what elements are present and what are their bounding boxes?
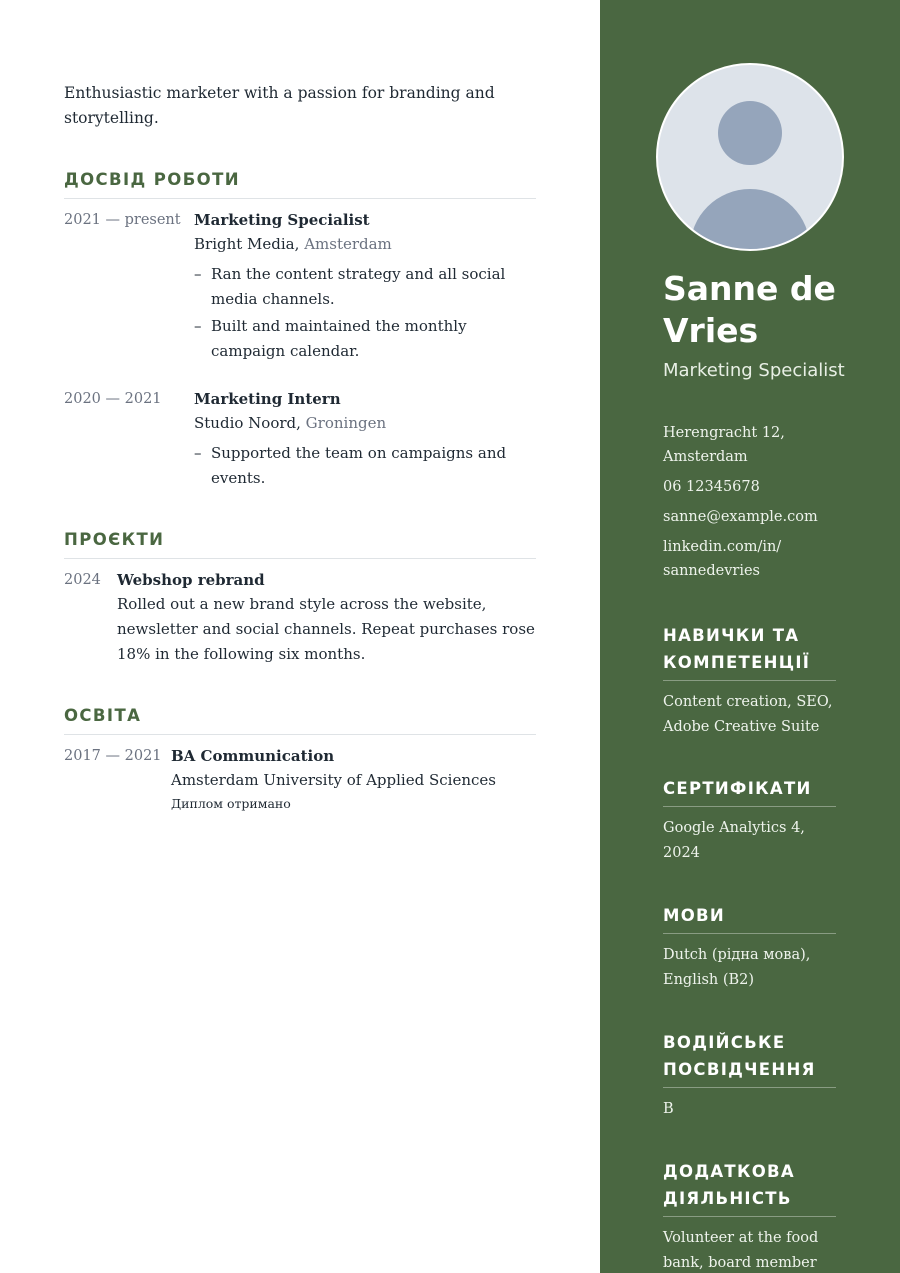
person-title: Marketing Specialist — [663, 360, 845, 381]
certificates-heading: СЕРТИФІКАТИ — [663, 775, 836, 807]
certificates-text: Google Analytics 4, 2024 — [663, 820, 805, 861]
contact-linkedin[interactable]: linkedin.com/in/ sannedevries — [663, 539, 782, 579]
contact-address: Herengracht 12, Amsterdam — [663, 425, 785, 465]
project-year: 2024 — [64, 572, 101, 588]
projects-heading: ПРОЄКТИ — [64, 530, 536, 559]
entry-body — [171, 744, 536, 814]
project-description: Rolled out a new brand style across the website, newsletter and social channels. Repeat purchases rose 18% in the following six months. — [117, 595, 535, 663]
entry-bullets — [194, 262, 514, 364]
skills-text: Content creation, SEO, Adobe Creative Suite — [663, 694, 833, 735]
entry-dates: 2017 — 2021 — [64, 748, 162, 764]
education-degree: BA Communication — [171, 747, 335, 765]
license-text: B — [663, 1101, 674, 1117]
extra-section — [663, 1158, 836, 1273]
bullet-item: – Supported the team on campaigns and events. — [194, 441, 514, 491]
avatar-head-icon — [718, 101, 782, 165]
entry-role: Marketing Intern — [194, 390, 341, 408]
entry-location: Amsterdam — [304, 235, 392, 253]
extra-heading: ДОДАТКОВА ДІЯЛЬНІСТЬ — [663, 1158, 836, 1217]
bullet-item: – Ran the content strategy and all social media channels. — [194, 262, 514, 312]
person-name: Sanne de Vries — [663, 269, 836, 350]
entry-body — [194, 387, 514, 493]
skills-section — [663, 622, 836, 739]
entry-role: Marketing Specialist — [194, 211, 370, 229]
languages-heading: МОВИ — [663, 902, 836, 934]
avatar — [656, 63, 844, 251]
entry-location: Groningen — [305, 414, 387, 432]
entry-dates: 2021 — present — [64, 212, 181, 228]
avatar-body-icon — [690, 189, 810, 251]
education-heading: ОСВІТА — [64, 706, 536, 735]
entry-dates: 2020 — 2021 — [64, 391, 162, 407]
dash-icon: – — [194, 265, 202, 283]
license-heading: ВОДІЙСЬКЕ ПОСВІДЧЕННЯ — [663, 1029, 836, 1088]
education-note: Диплом отримано — [171, 796, 291, 811]
dash-icon: – — [194, 317, 202, 335]
languages-section — [663, 902, 836, 992]
bullet-item: – Built and maintained the monthly campaign calendar. — [194, 314, 514, 364]
entry-org: Studio Noord, Groningen — [194, 414, 387, 432]
certificates-section — [663, 775, 836, 865]
sidebar — [600, 0, 900, 1273]
entry-body — [194, 208, 514, 366]
dash-icon: – — [194, 444, 202, 462]
education-school: Amsterdam University of Applied Sciences — [171, 771, 496, 789]
contact-info — [663, 421, 873, 589]
contact-email[interactable]: sanne@example.com — [663, 509, 818, 525]
entry-company: Studio Noord — [194, 414, 297, 432]
contact-phone: 06 12345678 — [663, 479, 760, 495]
entry-bullets — [194, 441, 514, 491]
entry-org: Bright Media, Amsterdam — [194, 235, 392, 253]
project-body — [117, 568, 536, 667]
summary-text: Enthusiastic marketer with a passion for branding and storytelling. — [64, 84, 495, 127]
license-section — [663, 1029, 836, 1122]
entry-company: Bright Media — [194, 235, 295, 253]
extra-text: Volunteer at the food bank, board member — [663, 1230, 819, 1271]
project-name: Webshop rebrand — [117, 571, 265, 589]
languages-text: Dutch (рідна мова), English (B2) — [663, 947, 811, 988]
skills-heading: НАВИЧКИ ТА КОМПЕТЕНЦІЇ — [663, 622, 836, 681]
experience-heading: ДОСВІД РОБОТИ — [64, 170, 536, 199]
